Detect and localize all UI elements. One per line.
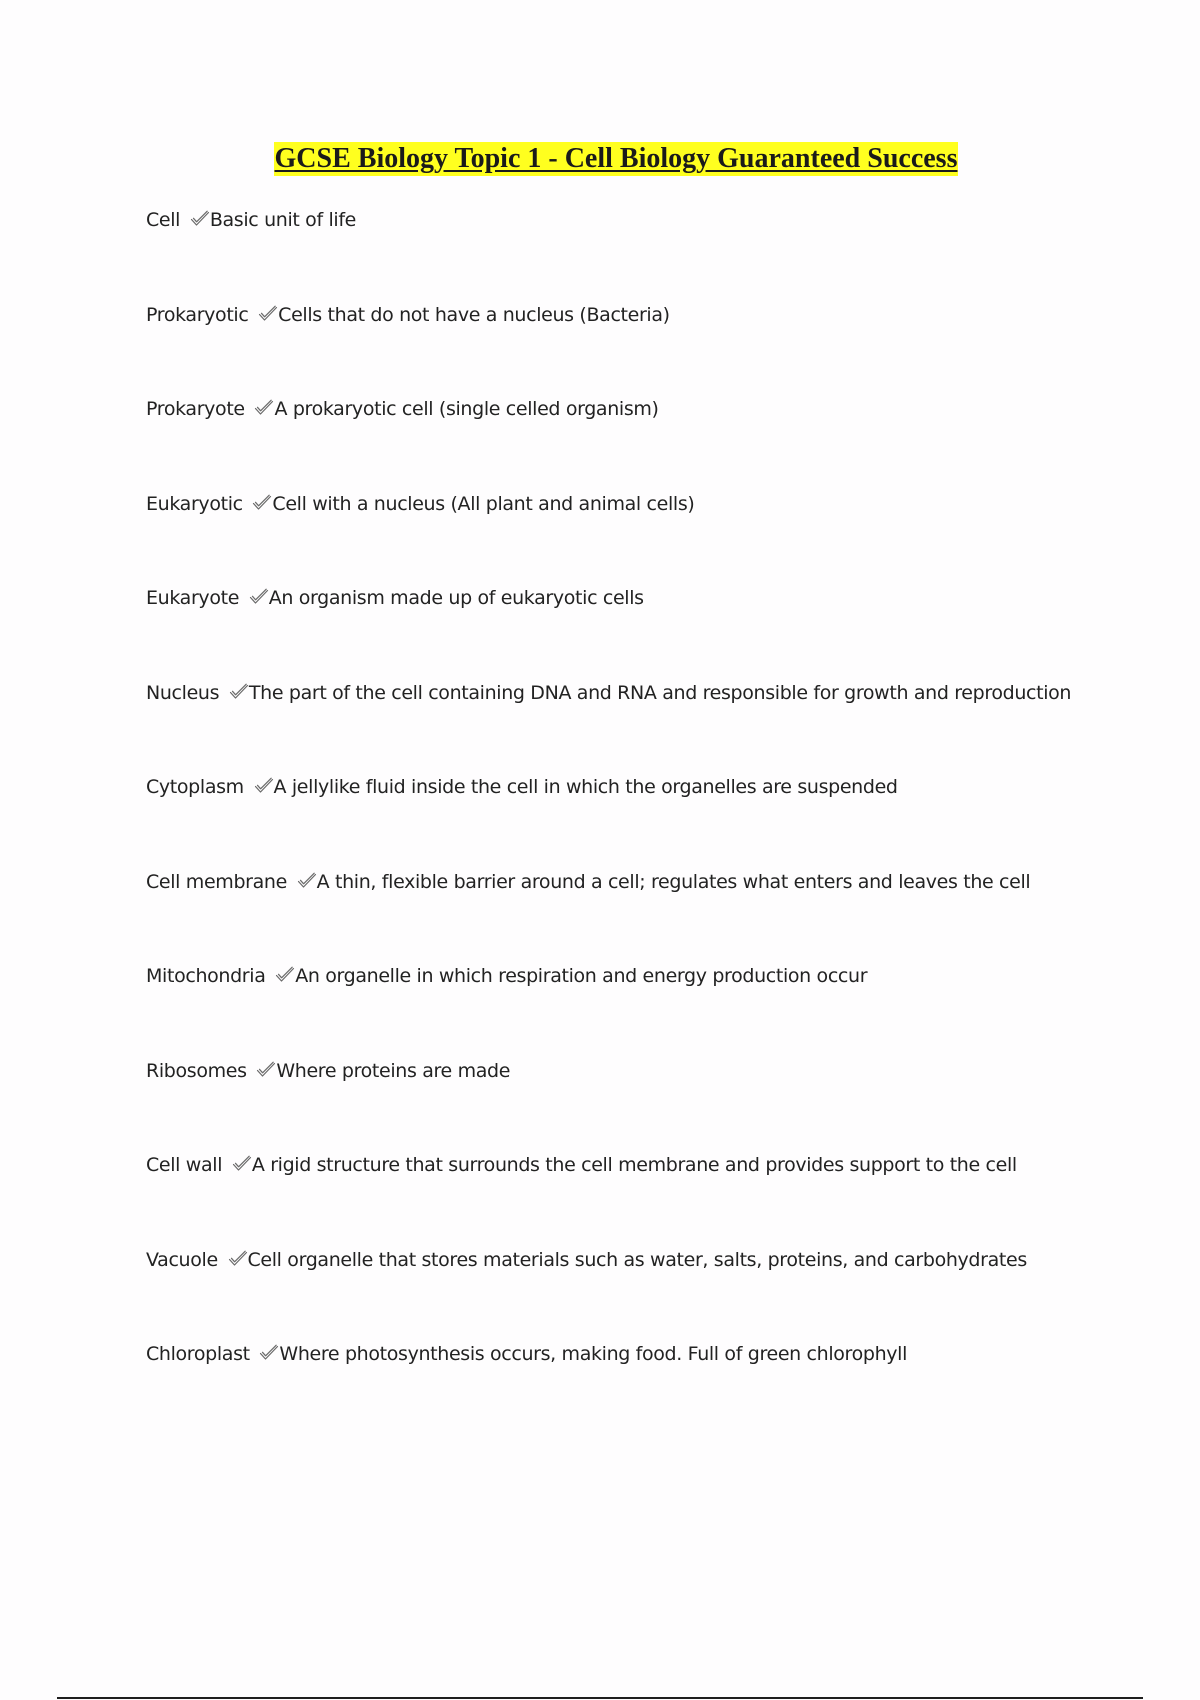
term-entry [146,964,1146,988]
double-check-icon [256,1061,276,1079]
definition: Basic unit of life [209,209,357,231]
double-check-icon [254,777,274,795]
definition: A rigid structure that surrounds the cell membrane and provides support to the cell [251,1154,1017,1176]
double-check-icon [252,494,272,512]
double-check-icon [232,1155,252,1173]
double-check-icon [254,399,274,417]
term-entry [146,775,1146,799]
definition: Where proteins are made [276,1059,511,1082]
term: Cell membrane [146,870,287,893]
definition: A prokaryotic cell (single celled organism) [274,398,659,420]
term: Vacuole [146,1248,218,1271]
double-check-icon [258,305,278,323]
definition: Cells that do not have a nucleus (Bacteria) [278,303,670,326]
term-entry [146,870,1146,894]
term: Eukaryotic [146,492,243,515]
term: Ribosomes [146,1059,247,1082]
definition: Cell organelle that stores materials such as water, salts, proteins, and carbohydrates [247,1248,1027,1271]
term: Prokaryotic [146,303,249,326]
double-check-icon [297,872,317,890]
double-check-icon [275,966,295,984]
double-check-icon [249,588,269,606]
term: Cell wall [146,1154,223,1176]
term-list [146,208,1146,1437]
term: Nucleus [146,681,220,704]
double-check-icon [259,1344,279,1362]
term-entry [146,1059,1146,1083]
term: Cell [146,209,181,231]
term-entry [146,586,1146,610]
double-check-icon [190,210,210,228]
definition: Where photosynthesis occurs, making food. Full of green chlorophyll [279,1343,908,1365]
term-entry [146,1342,1146,1366]
definition: An organism made up of eukaryotic cells [268,587,644,609]
term-entry [146,681,1146,705]
definition: A thin, flexible barrier around a cell; regulates what enters and leaves the cell [316,870,1031,893]
document-title: GCSE Biology Topic 1 - Cell Biology Guaranteed Success [274,143,958,174]
term: Prokaryote [146,398,245,420]
definition: An organelle in which respiration and energy production occur [295,965,868,987]
definition: Cell with a nucleus (All plant and animal cells) [272,492,695,515]
definition: The part of the cell containing DNA and RNA and responsible for growth and reproduction [248,681,1072,704]
term-entry [146,492,1146,516]
term-entry [146,303,1146,327]
term-entry [146,1153,1146,1177]
footer-rule [57,1697,1143,1699]
term-entry [146,1248,1146,1272]
term: Mitochondria [146,965,266,987]
title-container [0,142,1200,176]
definition: A jellylike fluid inside the cell in which the organelles are suspended [273,776,898,798]
double-check-icon [229,683,249,701]
term-entry [146,208,1146,232]
term-entry [146,397,1146,421]
double-check-icon [228,1250,248,1268]
term: Cytoplasm [146,776,244,798]
term: Eukaryote [146,587,240,609]
term: Chloroplast [146,1343,250,1365]
